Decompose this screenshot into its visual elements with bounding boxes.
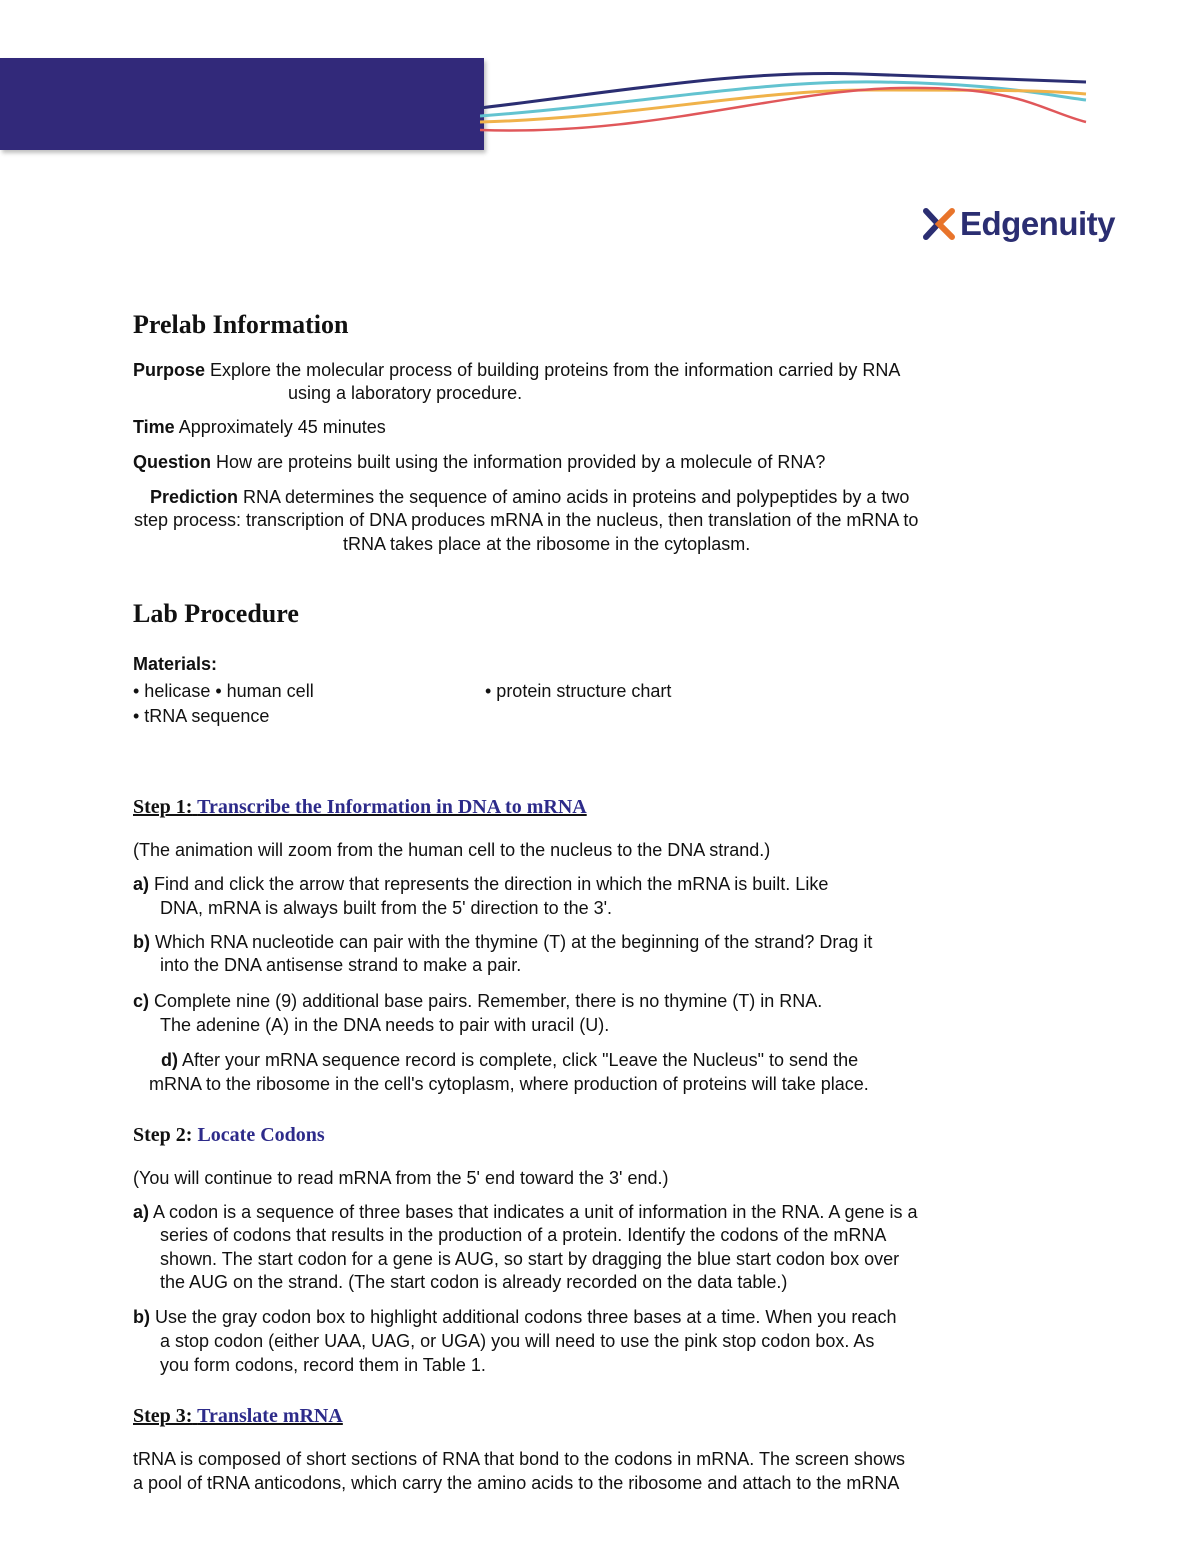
header-waves-graphic [480,60,1090,150]
purpose-line-2: using a laboratory procedure. [288,383,523,403]
materials-item-helicase-human-cell: • helicase • human cell [133,681,314,701]
step1-a-line [133,872,828,896]
logo-wordmark: Edgenuity [960,205,1116,242]
step2-a-line-2: series of codons that results in the production of a protein. Identify the codons of the mRNA [160,1225,887,1245]
step1-label: Step 1: [133,796,193,818]
step2-b-text: Use the gray codon box to highlight additional codons three bases at a time. When you reach [150,1307,897,1327]
time-text: Approximately 45 minutes [174,417,386,437]
time-label: Time [133,417,175,437]
step1-heading [133,796,587,819]
prelab-heading: Prelab Information [133,310,349,339]
step2-a-line-3: shown. The start codon for a gene is AUG, so start by dragging the blue start codon box over [160,1249,900,1269]
prediction-line-2: step process: transcription of DNA produces mRNA in the nucleus, then translation of the mRNA to [134,510,919,530]
step1-c-text: Complete nine (9) additional base pairs. Remember, there is no thymine (T) in RNA. [149,991,823,1011]
purpose-label: Purpose [133,360,206,380]
lab-procedure-heading: Lab Procedure [133,599,299,628]
question-line [133,450,825,474]
question-label: Question [133,452,212,472]
materials-item-protein-chart: • protein structure chart [485,681,672,701]
step1-title: Transcribe the Information in DNA to mRNA [197,796,587,818]
step1-c-label: c) [133,991,150,1011]
purpose-text: Explore the molecular process of building proteins from the information carried by RNA [205,360,901,380]
step3-line-2: a pool of tRNA anticodons, which carry the amino acids to the ribosome and attach to the mRNA [133,1473,900,1493]
materials-item-trna-sequence: • tRNA sequence [133,706,270,726]
step3-title: Translate mRNA [197,1405,343,1427]
step1-b-label: b) [133,932,150,952]
step2-a-label: a) [133,1202,150,1222]
time-line [133,415,386,439]
step1-d-label: d) [161,1050,178,1070]
step1-a-line-2: DNA, mRNA is always built from the 5' direction to the 3'. [160,898,613,918]
edgenuity-logo [922,204,1115,244]
step1-b-line-2: into the DNA antisense strand to make a pair. [160,955,522,975]
step1-d-line-2: mRNA to the ribosome in the cell's cytoplasm, where production of proteins will take place. [149,1074,869,1094]
edgenuity-x-icon [922,207,956,241]
header-banner [0,58,484,150]
step2-a-text: A codon is a sequence of three bases that indicates a unit of information in the RNA. A gene is a [149,1202,918,1222]
step1-c-line-2: The adenine (A) in the DNA needs to pair with uracil (U). [160,1015,610,1035]
step2-b-line [133,1305,896,1329]
question-text: How are proteins built using the information provided by a molecule of RNA? [211,452,826,472]
step2-title: Locate Codons [197,1124,325,1146]
step2-b-line-3: you form codons, record them in Table 1. [160,1355,486,1375]
step1-a-text: Find and click the arrow that represents the direction in which the mRNA is built. Like [149,874,829,894]
step2-b-label: b) [133,1307,150,1327]
step1-c-line [133,989,822,1013]
step1-d-line [161,1048,858,1072]
step1-intro: (The animation will zoom from the human cell to the nucleus to the DNA strand.) [133,840,771,860]
materials-label [133,652,217,676]
step2-heading [133,1124,325,1147]
step2-a-line [133,1200,918,1224]
step2-intro: (You will continue to read mRNA from the 5' end toward the 3' end.) [133,1168,669,1188]
step2-label: Step 2: [133,1124,193,1146]
step3-line-1: tRNA is composed of short sections of RNA that bond to the codons in mRNA. The screen shows [133,1449,906,1469]
step1-d-text: After your mRNA sequence record is complete, click "Leave the Nucleus" to send the [178,1050,859,1070]
step3-label: Step 3: [133,1405,193,1427]
step1-b-text: Which RNA nucleotide can pair with the thymine (T) at the beginning of the strand? Drag it [150,932,873,952]
step1-a-label: a) [133,874,150,894]
prediction-line-3: tRNA takes place at the ribosome in the cytoplasm. [343,534,751,554]
materials-label-text: Materials: [133,654,218,674]
prediction-text: RNA determines the sequence of amino acids in proteins and polypeptides by a two [238,487,910,507]
step2-b-line-2: a stop codon (either UAA, UAG, or UGA) you will need to use the pink stop codon box. As [160,1331,875,1351]
purpose-line [133,358,900,382]
prediction-label: Prediction [150,487,239,507]
step1-b-line [133,930,872,954]
step2-a-line-4: the AUG on the strand. (The start codon is already recorded on the data table.) [160,1272,788,1292]
prediction-line [150,485,909,509]
step3-heading [133,1405,343,1428]
